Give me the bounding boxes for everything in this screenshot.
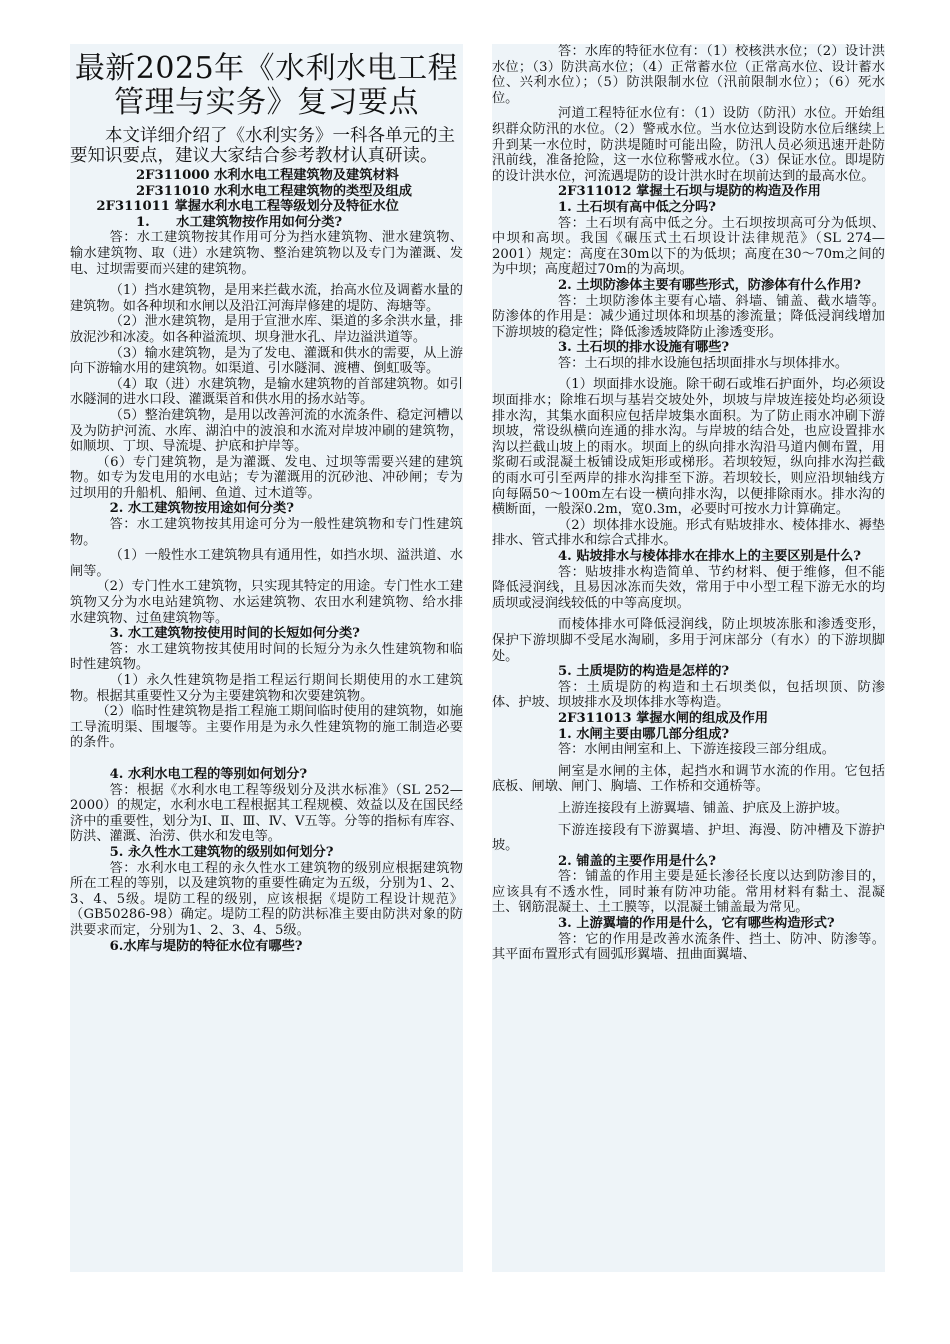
answer-paragraph: 答：水闸由闸室和上、下游连接段三部分组成。 xyxy=(558,742,835,758)
paragraph: （2）泄水建筑物，是用于宣泄水库、渠道的多余洪水量，排放泥沙和冰凌。如各种溢流坝、坝身泄水孔、岸边溢洪道等。 xyxy=(70,314,463,345)
answer-paragraph: 答：根据《水利水电工程等级划分及洪水标准》（SL 252—2000）的规定，水利水电工程根据其工程规模、效益以及在国民经济中的重要性，划分为Ⅰ、Ⅱ、Ⅲ、Ⅳ、Ⅴ五等。分等的指标有库容、防洪、灌溉、治涝、供水和发电等。 xyxy=(70,782,463,845)
question-heading: 4. 贴坡排水与棱体排水在排水上的主要区别是什么? xyxy=(558,549,862,564)
question-heading: 6.水库与堤防的特征水位有哪些? xyxy=(109,938,303,954)
question-heading: 2. 水工建筑物按用途如何分类? xyxy=(109,501,294,517)
answer-paragraph: 答：土石坝的排水设施包括坝面排水与坝体排水。 xyxy=(558,355,849,371)
paragraph: （2）临时性建筑物是指工程施工期间临时使用的建筑物，如施工导流明渠、围堰等。主要作用是为永久性建筑物的施工制造必要的条件。 xyxy=(70,704,463,751)
intro-paragraph: 本文详细介绍了《水利实务》一科各单元的主要知识要点，建议大家结合参考教材认真研读。 xyxy=(70,126,455,166)
paragraph: 河道工程特征水位有：（1）设防（防汛）水位。开始组织群众防汛的水位。（2）警戒水位。当水位达到设防水位后继续上升到某一水位时，防洪堤随时可能出险，防汛人员必须迅速开赴防汛前线，准备抢险，这一水位称警戒水位。（3）保证水位。即堤防的设计洪水位，河流遇堤防的设计洪水时在坝前达到的最高水位。 xyxy=(492,106,885,184)
question-heading: 2. 铺盖的主要作用是什么? xyxy=(558,853,716,869)
paragraph: （2）坝体排水设施。形式有贴坡排水、棱体排水、褥垫排水、管式排水和综合式排水。 xyxy=(492,517,885,549)
answer-paragraph: 答：水工建筑物按其作用可分为挡水建筑物、泄水建筑物、输水建筑物、取（进）水建筑物、整治建筑物以及专门为灌溉、发电、过坝需要而兴建的建筑物。 xyxy=(70,230,463,277)
subsection-heading: 2F311011 掌握水利水电工程等级划分及特征水位 xyxy=(96,199,399,215)
document-title: 最新2025年《水利水电工程管理与实务》复习要点 xyxy=(74,51,459,120)
paragraph: （1）一般性水工建筑物具有通用性，如挡水坝、溢洪道、水闸等。 xyxy=(70,548,463,579)
answer-paragraph: 答：水利水电工程的永久性水工建筑物的级别应根据建筑物所在工程的等别，以及建筑物的重要性确定为五级，分别为1、2、3、4、5级。堤防工程的级别，应该根据《堤防工程设计规范》（GB50286-98）确定。堤防工程的防洪标准主要由防洪对象的防洪要求而定，分别为1、2、3、4、5级。 xyxy=(70,860,463,938)
answer-paragraph: 答：它的作用是改善水流条件、挡土、防冲、防渗等。其平面布置形式有圆弧形翼墙、扭曲面翼墙、 xyxy=(492,931,885,963)
subsection-heading: 2F311012 掌握土石坝与堤防的构造及作用 xyxy=(558,184,821,200)
answer-paragraph: 答：水库的特征水位有：（1）校核洪水位；（2）设计洪水位；（3）防洪高水位；（4）正常蓄水位（正常高水位、设计蓄水位、兴利水位）；（5）防洪限制水位（汛前限制水位）；（6）死水位。 xyxy=(492,44,885,106)
answer-paragraph: 答：贴坡排水构造简单、节约材料、便于维修，但不能降低浸润线，且易因冰冻而失效，常用于中小型工程下游无水的均质坝或浸润线较低的中等高度坝。 xyxy=(492,564,885,611)
right-column xyxy=(492,44,885,1272)
paragraph: 闸室是水闸的主体，起挡水和调节水流的作用。它包括底板、闸墩、闸门、胸墙、工作桥和交通桥等。 xyxy=(492,763,885,795)
question-heading: 1. 水工建筑物按作用如何分类? xyxy=(136,214,343,230)
paragraph: 上游连接段有上游翼墙、铺盖、护底及上游护坡。 xyxy=(558,800,849,816)
question-heading: 1. 土石坝有高中低之分吗? xyxy=(558,199,716,215)
paragraph: 下游连接段有下游翼墙、护坦、海漫、防冲槽及下游护坡。 xyxy=(492,822,885,854)
question-heading: 1. 水闸主要由哪几部分组成? xyxy=(558,726,730,742)
section-heading: 2F311010 水利水电工程建筑物的类型及组成 xyxy=(136,183,412,199)
question-heading: 5. 永久性水工建筑物的级别如何划分? xyxy=(109,844,334,860)
paragraph: （6）专门建筑物，是为灌溉、发电、过坝等需要兴建的建筑物。如专为发电用的水电站；专为灌溉用的沉砂池、冲砂闸；专为过坝用的升船机、船闸、鱼道、过木道等。 xyxy=(70,454,463,501)
answer-paragraph: 答：土石坝有高中低之分。土石坝按坝高可分为低坝、中坝和高坝。我国《碾压式土石坝设计法律规范》（SL 274—2001）规定：高度在30m以下的为低坝；高度在30～70m之间的为中坝；高度超过70m的为高坝。 xyxy=(492,215,885,278)
paragraph: （4）取（进）水建筑物，是输水建筑物的首部建筑物。如引水隧洞的进水口段、灌溉渠首和供水用的扬水站等。 xyxy=(70,376,463,408)
question-heading: 3. 水工建筑物按使用时间的长短如何分类? xyxy=(109,626,360,642)
question-heading: 3. 土石坝的排水设施有哪些? xyxy=(558,340,730,356)
paragraph: （1）永久性建筑物是指工程运行期间长期使用的水工建筑物。根据其重要性又分为主要建筑物和次要建筑物。 xyxy=(70,673,463,704)
question-heading: 5. 土质堤防的构造是怎样的? xyxy=(558,664,730,680)
paragraph: （2）专门性水工建筑物，只实现其特定的用途。专门性水工建筑物又分为水电站建筑物、水运建筑物、农田水利建筑物、给水排水建筑物、过鱼建筑物等。 xyxy=(70,579,463,626)
paragraph: （5）整治建筑物，是用以改善河流的水流条件、稳定河槽以及为防护河流、水库、湖泊中的波浪和水流对岸坡冲刷的建筑物，如顺坝、丁坝、导流堤、护底和护岸等。 xyxy=(70,407,463,455)
answer-paragraph: 答：水工建筑物按其使用时间的长短分为永久性建筑物和临时性建筑物。 xyxy=(70,641,463,673)
left-column xyxy=(70,44,463,1272)
paragraph: （1）挡水建筑物，是用来拦截水流，抬高水位及调蓄水量的建筑物。如各种坝和水闸以及沿江河海岸修建的堤防、海塘等。 xyxy=(70,283,463,314)
answer-paragraph: 答：水工建筑物按其用途可分为一般性建筑物和专门性建筑物。 xyxy=(70,517,463,548)
answer-paragraph: 答：土质堤防的构造和土石坝类似，包括坝顶、防渗体、护坡、坝坡排水及坝体排水等构造。 xyxy=(492,679,885,711)
paragraph: （3）输水建筑物，是为了发电、灌溉和供水的需要，从上游向下游输水用的建筑物。如渠道、引水隧洞、渡槽、倒虹吸等。 xyxy=(70,345,463,377)
question-heading: 2. 土坝防渗体主要有哪些形式，防渗体有什么作用? xyxy=(558,277,862,293)
answer-paragraph: 答：土坝防渗体主要有心墙、斜墙、铺盖、截水墙等。防渗体的作用是：减少通过坝体和坝基的渗流量；降低浸润线增加下游坝坡的稳定性；降低渗透坡降防止渗透变形。 xyxy=(492,293,885,340)
paragraph: （1）坝面排水设施。除干砌石或堆石护面外，均必须设坝面排水；除堆石坝与基岩交坡处外，坝坡与岸坡连接处均必须设排水沟，其集水面积应包括岸坡集水面积。为了防止雨水冲刷下游坝坡，常设纵横向连通的排水沟。与岸坡的结合处，也应设置排水沟以拦截山坡上的雨水。坝面上的纵向排水沟沿马道内侧布置，用浆砌石或混凝土板铺设成矩形或梯形。若坝较短，纵向排水沟拦截的雨水可引至两岸的排水沟排至下游。若坝较长，则应沿坝轴线方向每隔50～100m左右设一横向排水沟，以便排除雨水。排水沟的横断面，一般深0.2m，宽0.3m，必要时可按水力计算确定。 xyxy=(492,377,885,518)
chapter-heading: 2F311000 水利水电工程建筑物及建筑材料 xyxy=(136,168,399,183)
answer-paragraph: 答：铺盖的作用主要是延长渗径长度以达到防渗目的，应该具有不透水性，同时兼有防冲功能。常用材料有黏土、混凝土、钢筋混凝土、土工膜等，以混凝土铺盖最为常见。 xyxy=(492,869,885,916)
question-heading: 3. 上游翼墙的作用是什么，它有哪些构造形式? xyxy=(558,916,835,932)
question-heading: 4. 水利水电工程的等别如何划分? xyxy=(109,766,308,782)
subsection-heading: 2F311013 掌握水闸的组成及作用 xyxy=(558,710,769,726)
paragraph: 而棱体排水可降低浸润线，防止坝坡冻胀和渗透变形，保护下游坝脚不受尾水淘刷，多用于河床部分（有水）的下游坝脚处。 xyxy=(492,617,885,664)
